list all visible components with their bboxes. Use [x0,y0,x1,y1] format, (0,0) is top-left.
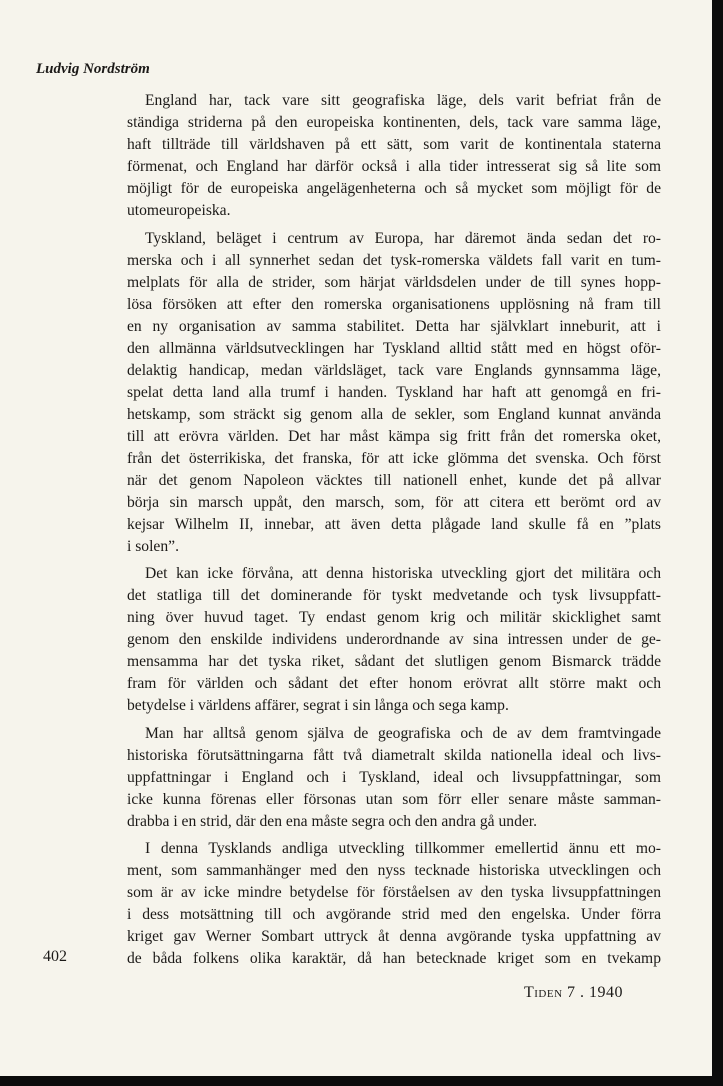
text-line: lösa försöken att efter den romerska organisationens upplösning nå fram till [127,295,661,313]
text-line: hetskamp, som sträckt sig genom alla de sekler, som England kunnat använda [127,405,661,423]
text-line: utomeuropeiska. [127,202,231,219]
text-line: delaktig handicap, medan världsläget, tack vare Englands gynnsamma läge, [127,361,661,379]
text-line: Tyskland, beläget i centrum av Europa, har däremot ända sedan det ro- [145,229,661,247]
text-line: England har, tack vare sitt geografiska läge, dels varit befriat från de [145,92,661,109]
text-line: historiska förutsättningarna fått två diametralt skilda nationella ideal och livs- [127,746,661,764]
text-line: möjligt för de europeiska angelägenheterna och så mycket som möjligt för de [127,180,661,197]
paragraph [127,90,661,222]
text-line: fram för världen och sådant det efter honom erövrat allt större makt och [127,675,661,692]
text-line: ment, som sammanhänger med den nyss tecknade historiska utvecklingen och [127,862,661,879]
text-line: till att erövra världen. Det har måst kämpa sig fritt från det romerska oket, [127,427,661,445]
text-line: som är av icke mindre betydelse för förståelsen av den tyska livsuppfattningen [127,884,661,901]
text-line: melplats för alla de strider, som härjat världsdelen under de till synes hopp- [127,273,661,291]
paragraph [127,228,661,558]
text-line: icke kunna förenas eller försonas utan som förr eller senare måste samman- [127,790,661,808]
text-line: kejsar Wilhelm II, innebar, att även detta plågade land skulle få en ”plats [127,515,661,533]
text-line: kriget gav Werner Sombart uttryck åt denna avgörande tyska uppfattning av [127,928,661,945]
text-line: förmenat, och England har därför också i alla tider intresserat sig så lite som [127,158,661,175]
text-line: en ny organisation av samma stabilitet. Detta har självklart inneburit, att i [127,317,661,335]
text-line: börja sin marsch uppåt, den marsch, som, för att citera ett berömt ord av [127,493,661,511]
text-line: det statliga till det dominerande för tyskt medvetande och tysk livsuppfatt- [127,587,661,604]
text-line: de båda folkens olika karaktär, då han betecknade kriget som en tvekamp [127,950,661,967]
text-line: mensamma har det tyska riket, sådant det slutligen genom Bismarck trädde [127,653,661,670]
text-line: merska och i all synnerhet sedan det tysk-romerska väldets fall varit en tum- [127,251,661,269]
text-line: uppfattningar i England och i Tyskland, ideal och livsuppfattningar, som [127,768,661,786]
paragraph [127,838,661,970]
scan-border-right [712,0,723,1086]
text-line: i dess motsättning till och avgörande strid med den engelska. Under förra [127,906,661,923]
journal-footer: Tiden 7 . 1940 [524,984,624,1001]
text-line: betydelse i världens affärer, segrat i sin långa och sega kamp. [127,697,509,714]
scan-border-bottom [0,1076,723,1086]
article-body [127,90,661,976]
text-line: den allmänna världsutvecklingen har Tyskland alltid stått med en högst oför- [127,339,661,357]
paragraph [127,723,661,833]
text-line: genom den enskilde individens underordnande av sina intressen under de ge- [127,631,661,648]
text-line: ning över huvud taget. Ty endast genom krig och militär skicklighet samt [127,609,661,626]
text-line: ständiga striderna på den europeiska kontinenten, dels, tack vare samma läge, [127,114,661,131]
text-line: I denna Tysklands andliga utveckling tillkommer emellertid ännu ett mo- [145,840,661,857]
text-line: drabba i en strid, där den ena måste segra och den andra gå under. [127,812,538,830]
text-line: haft tillträde till världshaven på ett sätt, som varit de kontinentala staterna [127,136,661,153]
text-line: spelat detta land alla trumf i handen. Tyskland har haft att genomgå en fri- [127,383,661,401]
text-line: från det österrikiska, det franska, för att icke glömma det svenska. Och först [127,449,661,467]
text-line: när det genom Napoleon väcktes till nationell enhet, kunde det på allvar [127,471,661,489]
page-number: 402 [43,948,67,965]
running-head-author: Ludvig Nordström [36,61,150,77]
text-line: Man har alltså genom själva de geografiska och de av dem framtvingade [145,724,661,742]
paragraph [127,563,661,717]
text-line: i solen”. [127,537,179,555]
text-line: Det kan icke förvåna, att denna historiska utveckling gjort det militära och [145,565,661,582]
